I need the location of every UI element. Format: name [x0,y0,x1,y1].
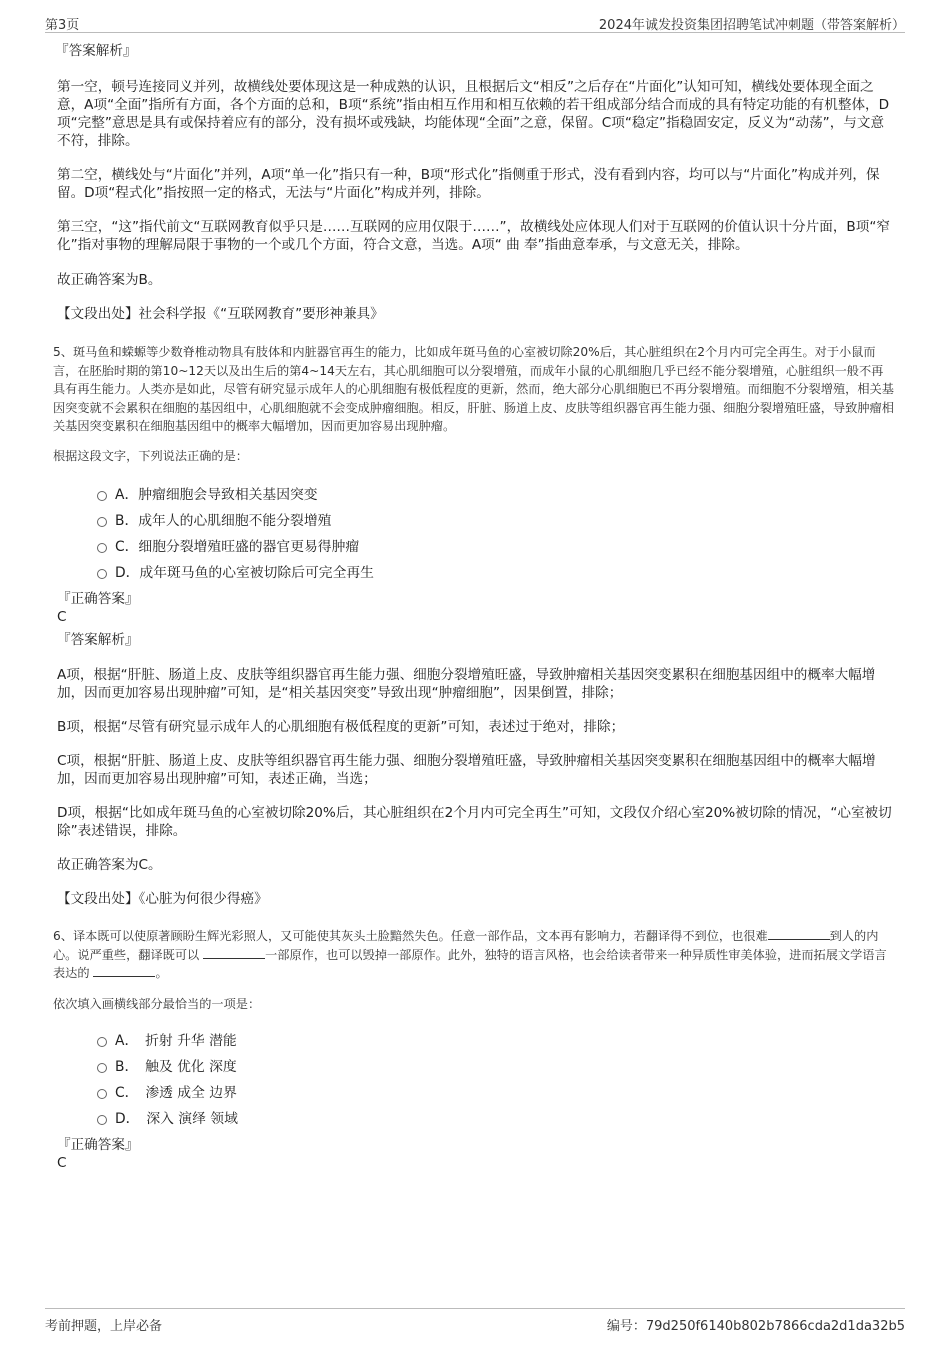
q6-answer: C [57,1155,67,1171]
q6-option-a[interactable]: A． 折射 升华 潜能 [57,1028,895,1054]
q5-analysis-a: A项，根据“肝脏、肠道上皮、皮肤等组织器官再生能力强、细胞分裂增殖旺盛，导致肿瘤相关基因突变累积在细胞基因组中的概率大幅增加，因而更加容易出现肿瘤”可知，是“相关基因突变”导致出现“肿瘤细胞”，因果倒置，排除； [57,667,876,701]
q6-answer-label: 『正确答案』 [57,1137,139,1153]
q5-analysis-label: 『答案解析』 [57,632,139,648]
footer-code: 编号：79d250f6140b802b7866cda2d1da32b5 [606,1319,905,1334]
radio-icon[interactable] [97,1063,107,1073]
q5-analysis-b: B项，根据“尽管有研究显示成年人的心肌细胞有极低程度的更新”可知，表述过于绝对，排除； [57,719,625,735]
q5-option-c[interactable]: C．细胞分裂增殖旺盛的器官更易得肿瘤 [57,534,895,560]
q5-analysis-c: C项，根据“肝脏、肠道上皮、皮肤等组织器官再生能力强、细胞分裂增殖旺盛，导致肿瘤相关基因突变累积在细胞基因组中的概率大幅增加，因而更加容易出现肿瘤”可知，表述正确，当选； [57,753,876,787]
page-header [45,12,905,33]
q6-option-d[interactable]: D． 深入 演绎 领域 [57,1106,895,1132]
q6-options [57,1028,895,1132]
q5-options [57,482,895,586]
q4-conclusion: 故正确答案为B。 [57,272,162,288]
q5-option-d[interactable]: D．成年斑马鱼的心室被切除后可完全再生 [57,560,895,586]
radio-icon[interactable] [97,1089,107,1099]
fill-blank-3 [93,964,155,977]
page-number: 第3页 [45,18,80,33]
fill-blank-2 [203,946,265,959]
q5-conclusion: 故正确答案为C。 [57,857,162,873]
radio-icon[interactable] [97,517,107,527]
q5-option-a[interactable]: A．肿瘤细胞会导致相关基因突变 [57,482,895,508]
q5-prompt: 根据这段文字，下列说法正确的是： [53,448,248,463]
q5-answer: C [57,609,67,625]
radio-icon[interactable] [97,1115,107,1125]
q4-analysis-p2: 第二空，横线处与“片面化”并列，A项“单一化”指只有一种，B项“形式化”指侧重于形式，没有看到内容，均可以与“片面化”构成并列，保留。D项“程式化”指按照一定的格式，无法与“片面化”构成并列，排除。 [57,167,880,201]
q5-source: 【文段出处】《心脏为何很少得癌》 [57,891,268,907]
q6-option-b[interactable]: B． 触及 优化 深度 [57,1054,895,1080]
q5-option-b[interactable]: B．成年人的心肌细胞不能分裂增殖 [57,508,895,534]
q6-option-c[interactable]: C． 渗透 成全 边界 [57,1080,895,1106]
page-footer [45,1308,905,1333]
document-title: 2024年诚发投资集团招聘笔试冲刺题（带答案解析） [598,18,905,33]
q5-analysis-d: D项，根据“比如成年斑马鱼的心室被切除20%后，其心脏组织在2个月内可完全再生”可知，文段仅介绍心室20%被切除的情况，“心室被切除”表述错误，排除。 [57,805,892,839]
q4-source: 【文段出处】社会科学报《“互联网教育”要形神兼具》 [57,306,384,322]
q4-analysis-label: 『答案解析』 [55,43,137,59]
q5-stem: 5、斑马鱼和蝾螈等少数脊椎动物具有肢体和内脏器官再生的能力，比如成年斑马鱼的心室被切除20%后，其心脏组织在2个月内可完全再生。对于小鼠而言，在胚胎时期的第10~12天以及出生后的第4~14天左右，其心肌细胞可以分裂增殖，而成年小鼠的心肌细胞几乎已经不能分裂增殖，心脏组织一般不再具有再生能力。人类亦是如此，尽管有研究显示成年人的心肌细胞有极低程度的更新，然而，绝大部分心肌细胞已不再分裂增殖。而细胞不分裂增殖，相关基因突变就不会累积在细胞的基因组中，心肌细胞就不会变成肿瘤细胞。相反，肝脏、肠道上皮、皮肤等组织器官再生能力强、细胞分裂增殖旺盛，导致肿瘤相关基因突变累积在细胞基因组中的概率大幅增加，因而更加容易出现肿瘤。 [53,345,894,433]
radio-icon[interactable] [97,569,107,579]
q5-answer-label: 『正确答案』 [57,591,139,607]
q6-prompt: 依次填入画横线部分最恰当的一项是： [53,996,261,1011]
footer-slogan: 考前押题，上岸必备 [45,1319,163,1334]
q6-stem: 6、译本既可以使原著顾盼生辉光彩照人，又可能使其灰头土脸黯然失色。任意一部作品，文本再有影响力，若翻译得不到位，也很难 到人的内心。说严重些，翻译既可以 一部原作，也可以毁掉一部原作。此外，独特的语言风格，也会给读者带来一种异质性审美体验，进而拓展文学语言表达的 。 [53,929,887,980]
radio-icon[interactable] [97,491,107,501]
page-content [53,42,895,1172]
radio-icon[interactable] [97,543,107,553]
radio-icon[interactable] [97,1037,107,1047]
q4-analysis-p1: 第一空，顿号连接同义并列，故横线处要体现这是一种成熟的认识，且根据后文“相反”之后存在“片面化”认知可知，横线处要体现全面之意，A项“全面”指所有方面，各个方面的总和，B项“系统”指由相互作用和相互依赖的若干组成部分结合而成的具有特定功能的有机整体，D项“完整”意思是具有或保持着应有的部分，没有损坏或残缺，均能体现“全面”之意，保留。C项“稳定”指稳固安定，反义为“动荡”，与文意不符，排除。 [57,79,890,149]
fill-blank-1 [768,927,830,940]
q4-analysis-p3: 第三空，“这”指代前文“互联网教育似乎只是……互联网的应用仅限于……”，故横线处应体现人们对于互联网的价值认识十分片面，B项“窄化”指对事物的理解局限于事物的一个或几个方面，符合文意，当选。A项“ 曲 奉”指曲意奉承，与文意无关，排除。 [57,219,890,253]
